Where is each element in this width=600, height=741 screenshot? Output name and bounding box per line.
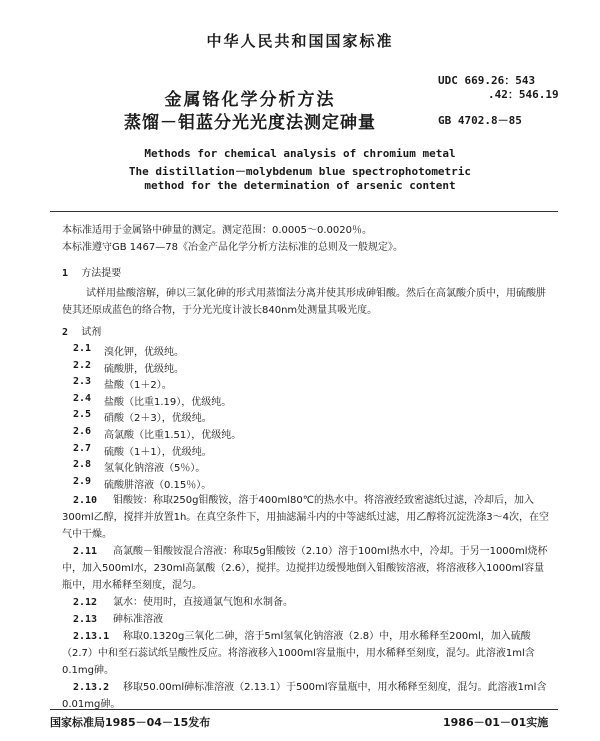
item-text: 硝酸（2＋3），优级纯。 <box>104 413 212 425</box>
item-text: 盐酸（比重1.19），优级纯。 <box>104 396 232 408</box>
item-text: 氯水：使用时，直接通氯气饱和水制备。 <box>113 597 293 608</box>
udc-code: UDC 669.26：543 <box>438 74 536 87</box>
item-number: 2.10 <box>73 495 98 506</box>
page-title: 金属铬化学分析方法 <box>164 90 336 110</box>
list-item <box>0 360 600 377</box>
item-number: 2.4 <box>73 392 92 404</box>
page-subtitle: 蒸馏－钼蓝分光光度法测定砷量 <box>124 113 376 133</box>
reagent-2-13-1 <box>62 628 552 679</box>
item-text: 高氯酸（比重1.51），优级纯。 <box>104 430 242 441</box>
section-1-text: 试样用盐酸溶解，砷以三氯化砷的形式用蒸馏法分离并使其形成砷钼酸。然后在高氯酸介质中，用硫酸肼使其还原成蓝色的络合物，于分光光度计波长840nm处测量其吸光度。 <box>62 288 546 316</box>
section-2-heading <box>62 325 101 341</box>
section-title: 方法提要 <box>81 268 122 279</box>
item-text: 盐酸（1＋2）。 <box>104 380 172 392</box>
item-number: 2.1 <box>73 343 92 354</box>
item-text: 硫酸肼，优级纯。 <box>104 363 184 375</box>
item-text: 氢氧化钠溶液（5％）。 <box>104 463 206 475</box>
reagent-2-13 <box>62 611 552 628</box>
list-item <box>0 476 600 493</box>
list-item <box>0 459 600 476</box>
item-number: 2.8 <box>73 459 92 471</box>
reagent-2-11 <box>62 543 552 594</box>
english-title-1: Methods for chemical analysis of chromium metal <box>144 147 456 160</box>
list-item <box>0 426 600 443</box>
effective-date: 1986－01－01实施 <box>443 716 549 729</box>
item-number: 2.5 <box>73 409 92 421</box>
section-title: 试剂 <box>81 327 102 338</box>
item-number: 2.7 <box>73 442 92 454</box>
english-title-3: method for the determination of arsenic content <box>144 179 456 192</box>
standard-authority: 中华人民共和国国家标准 <box>206 32 394 50</box>
item-number: 2.12 <box>73 597 98 608</box>
reagent-2-10 <box>62 492 552 543</box>
intro-scope: 本标准适用于金属铬中砷量的测定。测定范围：0.0005～0.0020％。 <box>62 225 372 236</box>
footer-divider <box>50 709 558 710</box>
intro-conformance: 本标准遵守GB 1467—78《冶金产品化学分析方法标准的总则及一般规定》。 <box>62 242 403 253</box>
list-item <box>0 443 600 460</box>
item-text: 砷标准溶液 <box>113 614 163 625</box>
item-text: 称取0.1320g三氧化二砷，溶于5ml氢氧化钠溶液（2.8）中，用水稀释至200ml，加入硫酸（2.7）中和至石蕊试纸呈酸性反应。将溶液移入1000ml容量瓶中，用水稀释至刻度，混匀。此溶液1ml含0.1mg砷。 <box>62 631 535 676</box>
item-number: 2.11 <box>73 546 98 557</box>
item-text: 硫酸（1＋1），优级纯。 <box>104 446 212 458</box>
publish-date: 国家标准局1985－04－15发布 <box>50 716 211 729</box>
item-number: 2.13 <box>73 614 98 625</box>
udc-code-cont: .42：546.19 <box>488 88 559 101</box>
item-number: 2.2 <box>73 359 92 371</box>
header-divider <box>50 211 558 212</box>
english-title-2: The distillation－molybdenum blue spectrophotometric <box>128 165 472 178</box>
list-item <box>0 409 600 426</box>
reagent-2-12 <box>62 594 552 611</box>
item-text: 高氯酸－钼酸铵混合溶液：称取5g钼酸铵（2.10）溶于100ml热水中，冷却。于另一1000ml烧杯中，加入500ml水，230ml高氯酸（2.6），搅拌。边搅拌边缓慢地倒入钼酸铵溶液，将溶液移入1000ml容量瓶中，用水稀释至刻度，混匀。 <box>62 546 548 591</box>
section-1-heading <box>62 266 121 282</box>
gb-number: GB 4702.8－85 <box>438 114 522 127</box>
item-text: 溴化钾，优级纯。 <box>104 347 184 358</box>
item-text: 钼酸铵：称取250g钼酸铵，溶于400ml80℃的热水中。将溶液经致密滤纸过滤，冷却后，加入300ml乙醇，搅拌并放置1h。在真空条件下，用抽滤漏斗内的中等滤纸过滤，用乙醇将沉淀洗涤3～4次，在空气中干燥。 <box>62 495 550 540</box>
item-number: 2.9 <box>73 475 92 487</box>
list-item <box>0 393 600 410</box>
item-number: 2.13.1 <box>73 631 110 642</box>
section-number: 1 <box>62 268 69 279</box>
item-text: 移取50.00ml砷标准溶液（2.13.1）于500ml容量瓶中，用水稀释至刻度，混匀。此溶液1ml含0.01mg砷。 <box>62 682 547 710</box>
item-text: 硫酸肼溶液（0.15％）。 <box>104 479 212 491</box>
item-number: 2.13.2 <box>73 682 110 693</box>
section-number: 2 <box>62 327 69 338</box>
list-item <box>0 343 600 360</box>
list-item <box>0 376 600 393</box>
reagent-2-13-2 <box>62 679 552 713</box>
item-number: 2.6 <box>73 426 92 437</box>
item-number: 2.3 <box>73 376 92 388</box>
